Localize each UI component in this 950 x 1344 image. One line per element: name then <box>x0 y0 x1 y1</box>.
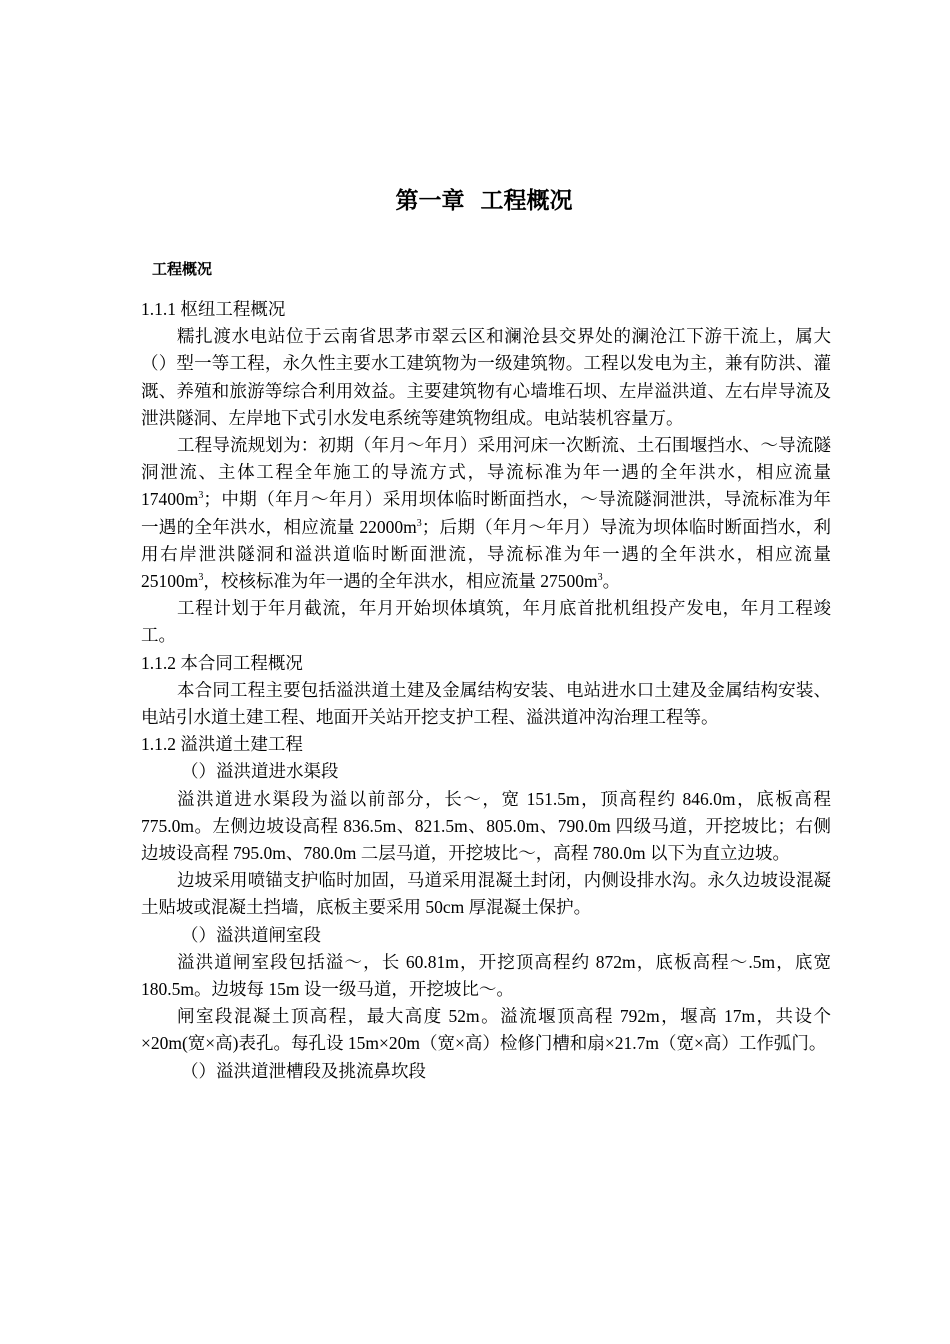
sub-heading-gate-chamber: （）溢洪道闸室段 <box>181 924 321 945</box>
paragraph-diversion-plan: 工程导流规划为：初期（年月～年月）采用河床一次断流、土石围堰挡水、～导流隧洞泄流、主体工程全年施工的导流方式，导流标准为年一遇的全年洪水，相应流量 $17400m^3$；中期（年月～年月）采用坝体临时断面挡水，～导流隧洞泄洪，导流标准为年一遇的全年洪水，相应流量 $22000m^3$；后期（年月～年月）导流为坝体临时断面挡水，利用右岸泄洪隧洞和溢洪道临时断面泄流，导流标准为年一遇的全年洪水，相应流量 $25100m^3$，校核标准为年一遇的全年洪水，相应流量 $27500m^3$。 <box>141 435 831 592</box>
body-text <box>141 296 831 1085</box>
section-heading: 工程概况 <box>152 260 213 278</box>
paragraph-inlet-channel: 溢洪道进水渠段为溢以前部分，长～，宽 151.5m，顶高程约 846.0m，底板高程 775.0m。左侧边坡设高程 836.5m、821.5m、805.0m、790.0m 四级马道，开挖坡比；右侧边坡设高程 795.0m、780.0m 二层马道，开挖坡比～，高程 780.0m 以下为直立边坡。 <box>141 788 831 864</box>
subsection-heading-spillway: 1.1.2 溢洪道土建工程 <box>141 734 303 755</box>
paragraph-gate-concrete: 闸室段混凝土顶高程，最大高度 52m。溢流堰顶高程 792m，堰高 17m，共设个×20m(宽×高)表孔。每孔设 15m×20m（宽×高）检修门槽和扇×21.7m（宽×高）工作弧门。 <box>141 1006 831 1054</box>
chapter-number: 第一章 <box>395 187 465 214</box>
paragraph-contract-scope: 本合同工程主要包括溢洪道土建及金属结构安装、电站进水口土建及金属结构安装、电站引水道土建工程、地面开关站开挖支护工程、溢洪道冲沟治理工程等。 <box>141 679 831 728</box>
subsection-heading-1-1-1: 1.1.1 枢纽工程概况 <box>141 299 286 319</box>
paragraph-schedule: 工程计划于年月截流，年月开始坝体填筑，年月底首批机组投产发电，年月工程竣工。 <box>141 598 831 646</box>
chapter-title <box>0 182 950 215</box>
sub-heading-chute-section: （）溢洪道泄槽段及挑流鼻坎段 <box>181 1060 426 1081</box>
superscript-cubic: 3 <box>198 490 204 502</box>
superscript-cubic: 3 <box>416 517 422 529</box>
superscript-cubic: 3 <box>597 572 603 584</box>
sub-heading-inlet-channel: （）溢洪道进水渠段 <box>181 761 339 782</box>
superscript-cubic: 3 <box>198 572 204 584</box>
paragraph-project-location: 糯扎渡水电站位于云南省思茅市翠云区和澜沧县交界处的澜沧江下游干流上，属大（）型一等工程，永久性主要水工建筑物为一级建筑物。工程以发电为主，兼有防洪、灌溉、养殖和旅游等综合利用效益。主要建筑物有心墙堆石坝、左岸溢洪道、左右岸导流及泄洪隧洞、左岸地下式引水发电系统等建筑物组成。电站装机容量万。 <box>141 326 831 428</box>
chapter-name: 工程概况 <box>480 187 573 214</box>
subsection-heading-1-1-2: 1.1.2 本合同工程概况 <box>141 652 303 673</box>
paragraph-slope-support: 边坡采用喷锚支护临时加固，马道采用混凝土封闭，内侧设排水沟。永久边坡设混凝土贴坡或混凝土挡墙，底板主要采用 50cm 厚混凝土保护。 <box>141 870 831 918</box>
paragraph-gate-chamber: 溢洪道闸室段包括溢～，长 60.81m，开挖顶高程约 872m，底板高程～.5m，底宽 180.5m。边坡每 15m 设一级马道，开挖坡比～。 <box>141 951 831 1000</box>
